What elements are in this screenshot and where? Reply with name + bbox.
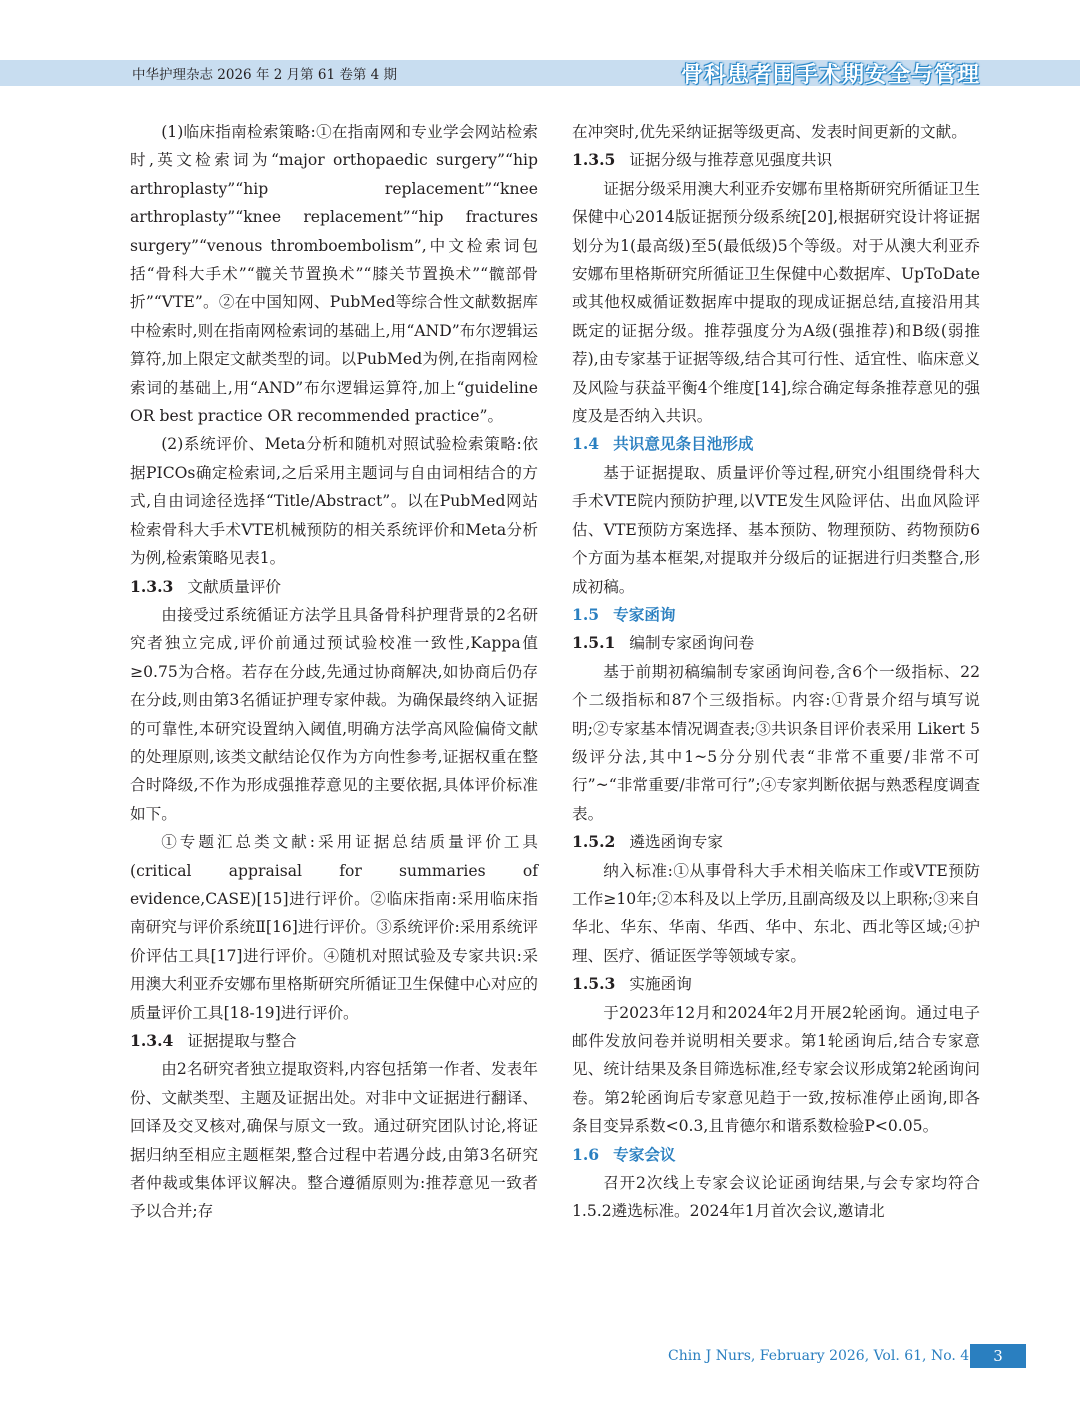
paragraph: ①专题汇总类文献:采用证据总结质量评价工具(critical appraisal for summaries of evidence,CASE)[15]进行评价。②临床指南:采用临床指南研究与评价系统Ⅱ[16]进行评价。③系统评价:采用系统评价评估工具[17]进行评价。④随机对照试验及专家共识:采用澳大利亚乔安娜布里格斯研究所循证卫生保健中心对应的质量评价工具[18-19]进行评价。 — [130, 833, 538, 1022]
heading-title: 文献质量评价 — [187, 577, 281, 596]
heading-1-3-5 — [572, 146, 980, 174]
footer-citation: Chin J Nurs, February 2026, Vol. 61, No. 4 — [668, 1348, 970, 1364]
paragraph: (2)系统评价、Meta分析和随机对照试验检索策略:依据PICOs确定检索词,之后采用主题词与自由词相结合的方式,自由词途径选择“Title/Abstract”。以在PubMed网站检索骨科大手术VTE机械预防的相关系统评价和Meta分析为例,检索策略见表1。 — [130, 435, 538, 568]
heading-title: 编制专家函询问卷 — [629, 634, 755, 653]
heading-title: 实施函询 — [629, 975, 692, 994]
paragraph: 纳入标准:①从事骨科大手术相关临床工作或VTE预防工作≥10年;②本科及以上学历,且副高级及以上职称;③来自华北、华东、华南、华西、华中、东北、西北等区域;④护理、医疗、循证医学等领域专家。 — [572, 861, 980, 965]
heading-1-5-2 — [572, 828, 980, 856]
heading-1-6 — [572, 1141, 980, 1169]
paragraph: 基于前期初稿编制专家函询问卷,含6个一级指标、22个二级指标和87个三级指标。内容:①背景介绍与填写说明;②专家基本情况调查表;③共识条目评价表采用 Likert 5 级评分法,其中1~5分分别代表“非常不重要/非常不可行”~“非常重要/非常可行”;④专家判断依据与熟悉程度调查表。 — [572, 662, 980, 823]
heading-title: 共识意见条目池形成 — [613, 434, 754, 454]
paragraph: 召开2次线上专家会议论证函询结果,与会专家均符合1.5.2遴选标准。2024年1月首次会议,邀请北 — [572, 1174, 980, 1221]
paragraph: 证据分级采用澳大利亚乔安娜布里格斯研究所循证卫生保健中心2014版证据预分级系统[20],根据研究设计将证据划分为1(最高级)至5(最低级)5个等级。对于从澳大利亚乔安娜布里格斯研究所循证卫生保健中心数据库、UpToDate或其他权威循证数据库中提取的现成证据总结,直接沿用其既定的证据分级。推荐强度分为A级(强推荐)和B级(弱推荐),由专家基于证据等级,结合其可行性、适宜性、临床意义及风险与获益平衡4个维度[14],综合确定每条推荐意见的强度及是否纳入共识。 — [572, 179, 980, 426]
heading-number: 1.3.5 — [572, 150, 616, 170]
heading-title: 专家会议 — [613, 1144, 676, 1164]
paragraph: 由接受过系统循证方法学且具备骨科护理背景的2名研究者独立完成,评价前通过预试验校准一致性,Kappa值≥0.75为合格。若存在分歧,先通过协商解决,如协商后仍存在分歧,则由第3名循证护理专家仲裁。为确保最终纳入证据的可靠性,本研究设置纳入阈值,明确方法学高风险偏倚文献的处理原则,该类文献结论仅作为方向性参考,证据权重在整合时降级,不作为形成强推荐意见的主要依据,具体评价标准如下。 — [130, 605, 538, 823]
journal-name: 中华护理杂志 2026 年 2 月第 61 卷第 4 期 — [132, 67, 398, 83]
heading-title: 证据提取与整合 — [187, 1032, 297, 1050]
heading-1-4 — [572, 430, 980, 458]
paragraph: 基于证据提取、质量评价等过程,研究小组围绕骨科大手术VTE院内预防护理,以VTE发生风险评估、出血风险评估、VTE预防方案选择、基本预防、物理预防、药物预防6个方面为基本框架,对提取并分级后的证据进行归类整合,形成初稿。 — [572, 463, 980, 596]
heading-number: 1.3.4 — [130, 1031, 174, 1050]
heading-number: 1.5.3 — [572, 974, 616, 994]
heading-1-5 — [572, 601, 980, 629]
page-number: 3 — [970, 1344, 1026, 1368]
heading-title: 证据分级与推荐意见强度共识 — [629, 151, 833, 170]
heading-1-5-3 — [572, 970, 980, 998]
paragraph: 由2名研究者独立提取资料,内容包括第一作者、发表年份、文献类型、主题及证据出处。对非中文证据进行翻译、回译及交叉核对,确保与原文一致。通过研究团队讨论,将证据归纳至相应主题框架,整合过程中若遇分歧,由第3名研究者仲裁或集体评议解决。整合遵循原则为:推荐意见一致者予以合并;存 — [130, 1060, 538, 1221]
left-column — [130, 118, 538, 1226]
paragraph: (1)临床指南检索策略:①在指南网和专业学会网站检索时,英文检索词为“major orthopaedic surgery”“hip arthroplasty”“hip replacement”“knee arthroplasty”“knee replacement”“hip fractures surgery”“venous thromboembolism”,中文检索词包括“骨科大手术”“髋关节置换术”“膝关节置换术”“髋部骨折”“VTE”。②在中国知网、PubMed等综合性文献数据库中检索时,则在指南网检索词的基础上,用“AND”布尔逻辑运算符,加上限定文献类型的词。以PubMed为例,在指南网检索词的基础上,用“AND”布尔逻辑运算符,加上“guideline OR best practice OR recommended practice”。 — [130, 123, 538, 426]
section-banner: 骨科患者围手术期安全与管理 — [680, 62, 980, 88]
heading-number: 1.6 — [572, 1144, 600, 1164]
heading-1-3-4 — [130, 1027, 538, 1055]
heading-1-3-3 — [130, 573, 538, 601]
paragraph: 于2023年12月和2024年2月开展2轮函询。通过电子邮件发放问卷并说明相关要求。第1轮函询后,结合专家意见、统计结果及条目筛选标准,经专家会议形成第2轮函询问卷。第2轮函询后专家意见趋于一致,按标准停止函询,即各条目变异系数<0.3,且肯德尔和谐系数检验P<0.05。 — [572, 1003, 980, 1136]
heading-number: 1.5 — [572, 604, 600, 624]
heading-title: 遴选函询专家 — [629, 833, 723, 852]
heading-number: 1.4 — [572, 434, 600, 454]
heading-title: 专家函询 — [613, 604, 676, 624]
heading-1-5-1 — [572, 629, 980, 657]
paragraph: 在冲突时,优先采纳证据等级更高、发表时间更新的文献。 — [572, 123, 967, 141]
heading-number: 1.5.2 — [572, 832, 616, 852]
heading-number: 1.3.3 — [130, 576, 174, 596]
right-column — [572, 118, 980, 1226]
heading-number: 1.5.1 — [572, 633, 616, 653]
